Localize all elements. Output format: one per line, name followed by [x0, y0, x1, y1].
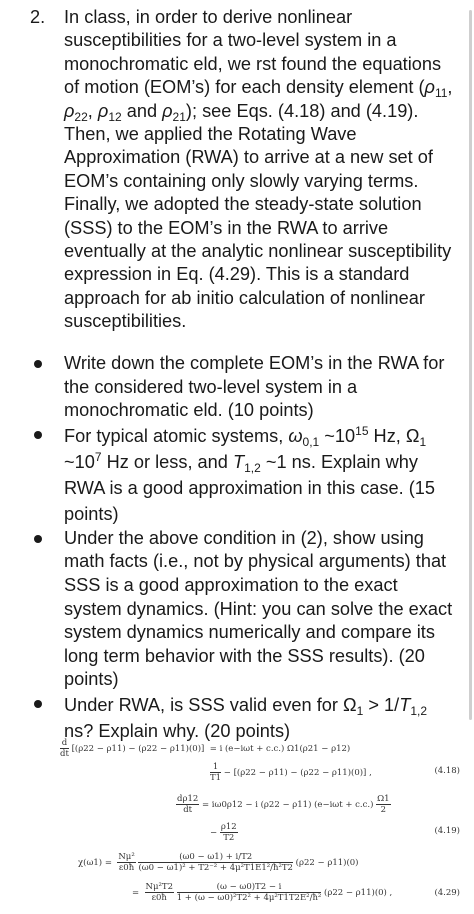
rho-symbol: ρ — [162, 100, 173, 121]
fraction — [220, 822, 238, 843]
eq-term: = iω0ρ12 − i (ρ22 − ρ11) (e−iωt + c.c.) — [201, 800, 374, 810]
eq-term: [(ρ22 − ρ11) − (ρ22 − ρ11)(0)] — [71, 744, 205, 754]
bullet-item-1 — [30, 352, 460, 423]
eq-4-29-line-2 — [132, 882, 392, 903]
bullet-dot — [34, 535, 42, 543]
eq-term: = — [132, 888, 140, 898]
bullet-dot — [34, 431, 42, 439]
fraction-numerator: (ω0 − ω1) + i/T2 — [138, 852, 293, 863]
and-word: and — [121, 100, 163, 121]
eq-term: (ρ22 − ρ11)(0) , — [324, 888, 393, 898]
subscript: 22 — [74, 109, 88, 124]
eq-4-19-line-1 — [176, 794, 391, 815]
eq-number: (4.29) — [434, 888, 460, 898]
eq-number: (4.19) — [434, 826, 460, 836]
fraction-denominator: ε0ħ — [118, 863, 135, 873]
fraction-denominator: T1 — [210, 773, 222, 783]
bullet-text: Under the above condition in (2), show using math facts (i.e., not by physical arguments) that SSS is a good approximation to the exact system dynamics. (Hint: you can solve the exact system dynamics numerically and compare its long term behavior with the SSS results). (20 points) — [64, 527, 453, 690]
subscript: 0,1 — [302, 434, 320, 449]
fraction-denominator: 1 + (ω − ω0)²T2² + 4μ²T1T2E²/ħ² — [176, 893, 322, 903]
fraction-denominator: 2 — [380, 805, 387, 815]
subscript: 11 — [434, 86, 448, 101]
rho-symbol: ρ — [64, 100, 75, 121]
fraction — [176, 794, 199, 815]
eq-term: − [(ρ22 − ρ11) − (ρ22 − ρ11)(0)] , — [223, 768, 372, 778]
eq-term: = i (e−iωt + c.c.) Ω1(ρ21 − ρ12) — [209, 744, 351, 754]
bullet-text: Hz or less, and — [101, 451, 233, 472]
bullet-text: ns? Explain why. (20 points) — [64, 720, 291, 741]
bullet-text: > 1/ — [363, 694, 400, 715]
rho-symbol: ρ — [97, 100, 109, 121]
fraction — [60, 738, 69, 759]
bullet-text: Hz, — [368, 425, 406, 446]
problem-number: 2. — [30, 7, 46, 27]
rho-symbol: ρ — [424, 77, 435, 98]
eq-number: (4.18) — [434, 766, 460, 776]
omega-symbol: ω — [288, 425, 303, 446]
bullet-text: ~1 ns. Explain why RWA is a good approximation in this case. (15 points) — [64, 451, 436, 524]
t-symbol: T — [399, 694, 411, 715]
subscript: 1,2 — [244, 460, 261, 475]
eq-term: χ(ω1) = — [78, 858, 112, 868]
fraction — [138, 852, 293, 873]
fraction-denominator: dt — [183, 805, 193, 815]
eq-term: − — [210, 828, 218, 838]
bullet-text: Under RWA, is SSS valid even for — [64, 694, 343, 715]
bullet-text: For typical atomic systems, — [64, 425, 289, 446]
fraction-denominator: (ω0 − ω1)² + T2⁻² + 4μ²T1E1²/ħ²T2 — [138, 863, 293, 873]
fraction-numerator: (ω − ω0)T2 − i — [177, 882, 322, 893]
subscript: 1 — [356, 703, 364, 718]
fraction-numerator: Nμ² — [118, 852, 135, 862]
fraction-numerator: dρ12 — [177, 794, 199, 804]
fraction-numerator: Nμ²T2 — [145, 882, 173, 892]
eq-4-29-line-1 — [78, 852, 359, 873]
bullet-text: Write down the complete EOM’s in the RWA for the considered two-level system in a monochromatic eld. (10 points) — [64, 353, 445, 421]
fraction — [177, 882, 322, 903]
superscript: 7 — [94, 449, 102, 464]
problem-text-part: In class, in order to derive nonlinear susceptibilities for a two-level system in a monochromatic eld, we rst found the equations of motion (EOM’s) for each density element ( — [64, 7, 442, 98]
equations-block — [60, 732, 460, 910]
fraction — [145, 882, 174, 903]
bullet-dot — [34, 360, 42, 368]
bullet-text: ~10 — [319, 425, 356, 446]
scrollbar[interactable] — [469, 10, 472, 720]
fraction-denominator: dt — [60, 749, 69, 759]
bullet-list — [30, 352, 460, 744]
eq-4-19-line-2 — [210, 822, 238, 843]
problem-text — [64, 6, 458, 334]
subscript: 12 — [108, 109, 122, 124]
eq-4-18-line-2 — [210, 762, 372, 783]
separator: , — [447, 77, 453, 98]
bullet-dot — [34, 700, 42, 708]
fraction — [376, 794, 390, 815]
eq-term: (ρ22 − ρ11)(0) — [295, 858, 359, 868]
subscript: 1 — [419, 434, 427, 449]
fraction-denominator: T2 — [223, 833, 235, 843]
bullet-item-2 — [30, 423, 460, 527]
problem-text-part: ); see Eqs. (4.18) and (4.19). Then, we applied the Rotating Wave Approximation (RWA) to arrive at a new set of EOM’s containing only slowly varying terms. Finally, we adopted the steady-state solution (SSS) to the EOM’s in the RWA to arrive eventually at the analytic nonlinear susceptibility expression in Eq. (4.29). This is a standard approach for ab initio calculation of nonlinear susceptibilities. — [64, 100, 452, 332]
superscript: 15 — [355, 423, 369, 438]
separator: , — [87, 100, 98, 121]
fraction-numerator: ρ12 — [220, 822, 237, 832]
subscript: 21 — [172, 109, 186, 124]
subscript: 1,2 — [410, 703, 427, 718]
omega-capital-symbol: Ω — [342, 694, 357, 715]
fraction — [210, 762, 221, 783]
fraction — [117, 852, 135, 873]
bullet-item-3 — [30, 527, 460, 692]
omega-capital-symbol: Ω — [405, 425, 420, 446]
bullet-text: ~10 — [64, 451, 95, 472]
t-symbol: T — [232, 451, 245, 472]
fraction-denominator: ε0ħ — [151, 893, 167, 903]
fraction-numerator: d — [61, 738, 68, 748]
problem-2 — [30, 6, 458, 334]
fraction-numerator: 1 — [210, 762, 221, 773]
fraction-numerator: Ω1 — [377, 794, 390, 804]
eq-4-18-line-1 — [60, 738, 350, 759]
